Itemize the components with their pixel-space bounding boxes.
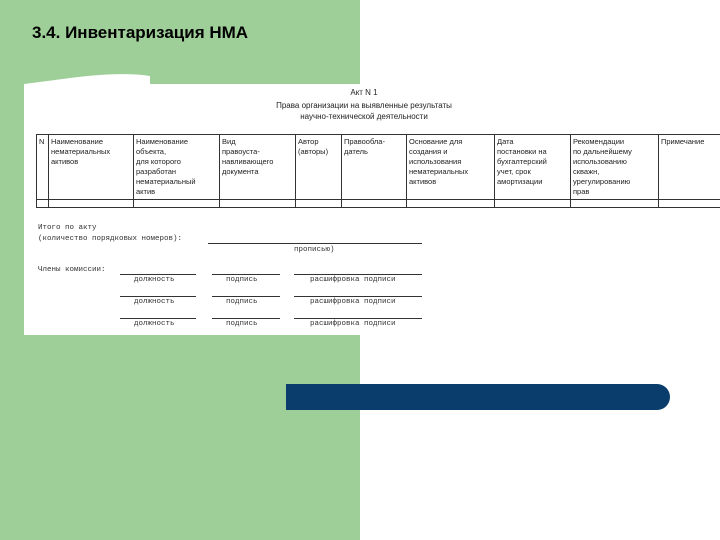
table-cell xyxy=(495,200,571,208)
table-cell xyxy=(571,200,659,208)
column-header: Наименование объекта, для которого разработан нематериальный актив xyxy=(134,135,220,200)
act-subtitle-line1: Права организации на выявленные результаты xyxy=(276,101,452,110)
column-header: Примечание xyxy=(659,135,720,200)
signature-line xyxy=(212,318,280,319)
column-header: Дата постановки на бухгалтерский учет, срок амортизации xyxy=(495,135,571,200)
act-title: Акт N 1 xyxy=(350,88,378,97)
decorative-blue-bar xyxy=(286,384,670,410)
decoding-caption: расшифровка подписи xyxy=(310,276,396,284)
signature-line xyxy=(212,274,280,275)
table-cell xyxy=(407,200,495,208)
signature-caption: подпись xyxy=(226,320,258,328)
table-cell xyxy=(342,200,407,208)
column-header: N xyxy=(37,135,49,200)
slide-title: 3.4. Инвентаризация НМА xyxy=(32,23,249,42)
table-row xyxy=(37,200,720,208)
decoding-caption: расшифровка подписи xyxy=(310,320,396,328)
decoding-caption: расшифровка подписи xyxy=(310,298,396,306)
total-label: Итого по акту xyxy=(38,224,97,232)
signature-line xyxy=(294,318,422,319)
act-document xyxy=(24,84,720,335)
column-header: Правообла- датель xyxy=(342,135,407,200)
signature-line xyxy=(120,274,196,275)
table-cell xyxy=(220,200,296,208)
act-subtitle-line2: научно-технической деятельности xyxy=(300,112,428,121)
position-caption: должность xyxy=(134,320,175,328)
table-cell xyxy=(296,200,342,208)
signature-line xyxy=(294,296,422,297)
total-underline xyxy=(208,243,422,244)
position-caption: должность xyxy=(134,298,175,306)
table-cell xyxy=(134,200,220,208)
signature-caption: подпись xyxy=(226,276,258,284)
column-header: Основание для создания и использования нематериальных активов xyxy=(407,135,495,200)
column-header: Наименование нематериальных активов xyxy=(49,135,134,200)
total-count-label: (количество порядковых номеров): xyxy=(38,235,183,243)
signature-line xyxy=(120,296,196,297)
column-header: Вид правоуста- навливающего документа xyxy=(220,135,296,200)
signature-line xyxy=(294,274,422,275)
table-header-row xyxy=(37,135,720,200)
act-table xyxy=(36,134,720,208)
signature-caption: подпись xyxy=(226,298,258,306)
table-cell xyxy=(37,200,49,208)
table-cell xyxy=(49,200,134,208)
position-caption: должность xyxy=(134,276,175,284)
column-header: Рекомендации по дальнейшему использованию скважн, урегулированию прав xyxy=(571,135,659,200)
table-cell xyxy=(659,200,720,208)
commission-label: Члены комиссии: xyxy=(38,266,106,274)
column-header: Автор (авторы) xyxy=(296,135,342,200)
signature-line xyxy=(212,296,280,297)
propisyu-caption: прописью) xyxy=(294,246,335,254)
signature-line xyxy=(120,318,196,319)
